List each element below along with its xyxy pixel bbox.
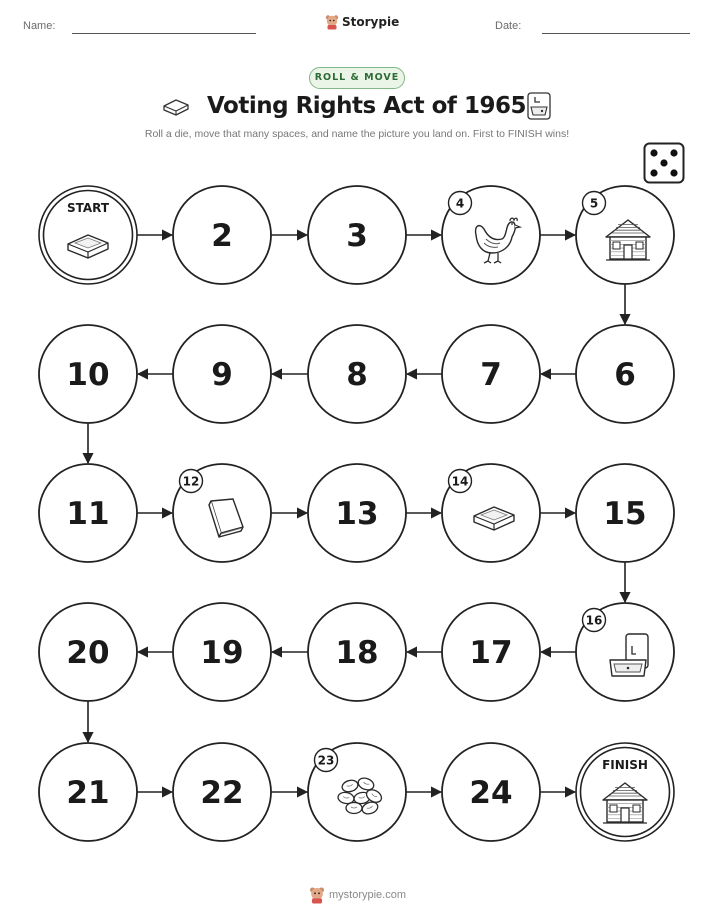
space-number: 12: [182, 474, 200, 489]
board-space[interactable]: [308, 186, 406, 284]
space-number: 13: [335, 496, 379, 532]
space-number: 16: [585, 613, 603, 628]
board-space[interactable]: [39, 464, 137, 562]
board-space[interactable]: [442, 743, 540, 841]
board-space[interactable]: [39, 603, 137, 701]
board-space[interactable]: [576, 743, 674, 841]
board-space[interactable]: [576, 464, 674, 562]
space-number: 20: [66, 635, 110, 671]
space-number: 15: [603, 496, 647, 532]
space-number: 10: [66, 357, 110, 393]
space-number: 8: [346, 357, 368, 393]
board-space[interactable]: [442, 186, 540, 284]
space-number: 9: [211, 357, 233, 393]
board-space[interactable]: [308, 603, 406, 701]
space-number: 6: [614, 357, 636, 393]
board-space[interactable]: [442, 464, 540, 562]
board-space[interactable]: [442, 325, 540, 423]
board-space[interactable]: [173, 743, 271, 841]
bear-logo-icon: [309, 886, 325, 904]
page-title: Voting Rights Act of 1965: [207, 93, 526, 119]
space-number: 18: [335, 635, 379, 671]
space-number: 7: [480, 357, 502, 393]
instructions: Roll a die, move that many spaces, and name the picture you land on. First to FINISH wins!: [144, 128, 570, 140]
space-number: 21: [66, 775, 110, 811]
space-number: 14: [451, 474, 469, 489]
brand-name: Storypie: [342, 15, 400, 29]
space-number: 19: [200, 635, 244, 671]
board-space[interactable]: [576, 325, 674, 423]
space-number: 24: [469, 775, 513, 811]
space-number: 2: [211, 218, 233, 254]
name-label: Name:: [23, 20, 56, 32]
board-space[interactable]: [173, 603, 271, 701]
space-label: START: [66, 201, 110, 215]
space-number: 22: [200, 775, 244, 811]
space-number: 3: [346, 218, 368, 254]
board-space[interactable]: [442, 603, 540, 701]
board-space[interactable]: [39, 325, 137, 423]
space-number: 17: [469, 635, 513, 671]
space-number: 5: [589, 196, 599, 211]
board-space[interactable]: [39, 186, 137, 284]
space-label: FINISH: [602, 758, 648, 772]
board-space[interactable]: [39, 743, 137, 841]
footer-site: mystorypie.com: [329, 889, 407, 901]
space-number: 11: [66, 496, 110, 532]
activity-badge: ROLL & MOVE: [309, 67, 405, 89]
board-space[interactable]: [173, 186, 271, 284]
board-space[interactable]: [173, 464, 271, 562]
board-space[interactable]: [576, 603, 674, 701]
footer: [309, 886, 406, 904]
board-space[interactable]: [173, 325, 271, 423]
date-label: Date:: [495, 20, 522, 32]
board-space[interactable]: [308, 325, 406, 423]
board-space[interactable]: [308, 743, 406, 841]
board-space[interactable]: [308, 464, 406, 562]
space-number: 4: [455, 196, 465, 211]
space-number: 23: [317, 753, 335, 768]
board-space[interactable]: [576, 186, 674, 284]
